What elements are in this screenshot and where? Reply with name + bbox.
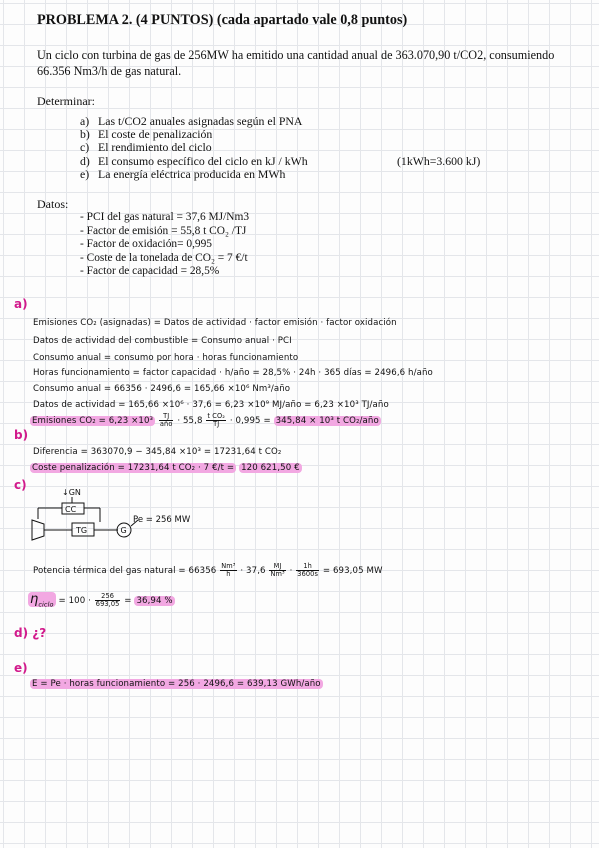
emisiones-highlight: Emisiones CO₂ = 6,23 ×10³ — [32, 416, 154, 426]
sol-c-line1: Potencia térmica del gas natural = 66356 $\frac{\text{Nm³}}{h}$ · 37,6 $\frac{MJ}{\text{Nm³}}$ · $\frac{1h}{3600s}$ = 693,05 MW — [33, 562, 383, 578]
turbine-label: TG — [76, 526, 88, 535]
question-c: c) El rendimiento del ciclo — [80, 140, 212, 155]
result-a-highlight: 345,84 × 10³ t CO₂/año — [275, 416, 379, 426]
fraction-mj-nm3: $\frac{MJ}{\text{Nm³}}$ — [270, 562, 285, 578]
sol-a-line1: Emisiones CO₂ (asignadas) = Datos de actividad · factor emisión · factor oxidación — [33, 318, 397, 328]
section-b-label: b) — [14, 428, 29, 442]
fraction-tj-ano: $\frac{TJ}{\text{año}}$ — [159, 412, 173, 428]
fraction-nm3-h: $\frac{\text{Nm³}}{h}$ — [221, 562, 236, 578]
datos-label: Datos: — [37, 197, 69, 211]
sol-b-line1: Diferencia = 363070,9 − 345,84 ×10³ = 17231,64 t CO₂ — [33, 447, 282, 457]
problem-intro: Un ciclo con turbina de gas de 256MW ha emitido una cantidad anual de 363.070,90 t/CO2, consumiendo 66.356 Nm3/h de gas natural. — [37, 48, 555, 78]
problem-title: PROBLEMA 2. (4 PUNTOS) (cada apartado vale 0,8 puntos) — [37, 12, 408, 28]
fraction-tco2-tj: $\frac{\text{t CO₂}}{TJ}$ — [207, 412, 225, 428]
section-a-label: a) — [14, 297, 28, 311]
question-list — [80, 115, 308, 181]
sol-e-line1 — [30, 679, 323, 689]
question-e: e) La energía eléctrica producida en MWh — [80, 166, 286, 181]
fraction-efficiency: $\frac{256}{693,05}$ — [95, 592, 120, 608]
compressor-shape — [32, 520, 44, 540]
sol-a-line5: Consumo anual = 66356 · 2496,6 = 165,66 ×10⁶ Nm³/año — [33, 384, 291, 394]
section-e-label: e) — [14, 661, 28, 675]
section-c-label: c) — [14, 478, 27, 492]
fraction-h-s: $\frac{1h}{3600s}$ — [297, 562, 318, 578]
coste-highlight: Coste penalización = 17231,64 t CO₂ · 7 €/t = — [32, 463, 235, 473]
result-e-highlight: E = Pe · horas funcionamiento = 256 · 2496,6 = 639,13 GWh/año — [32, 679, 321, 689]
dato-capacidad: - Factor de capacidad = 28,5% — [80, 265, 220, 278]
section-d-label: d) ¿? — [14, 626, 47, 640]
question-d: d) El consumo específico del ciclo en kJ / kWh — [80, 153, 308, 168]
combustion-chamber-label: CC — [65, 505, 77, 514]
result-c-highlight: 36,94 % — [136, 596, 173, 606]
sol-a-line2: Datos de actividad del combustible = Consumo anual · PCI — [33, 336, 292, 346]
sol-a-line7: Emisiones CO₂ = 6,23 ×10³ $\frac{TJ}{\text{año}}$ · 55,8 $\frac{\text{t CO₂}}{TJ}$ · 0,995 = 345,84 × 10³ t CO₂/año — [32, 412, 379, 428]
determinar-label: Determinar: — [37, 94, 95, 108]
question-a: a) Las t/CO2 anuales asignadas según el PNA — [80, 114, 303, 128]
sol-c-efficiency: $\eta_{ciclo} = 100$ · $\frac{256}{693,05}$ = 36,94 % — [30, 592, 173, 609]
dato-coste: - Coste de la tonelada de CO₂ = 7 €/t — [80, 251, 248, 264]
datos-list — [80, 211, 249, 279]
generator-label: G — [120, 526, 127, 535]
dato-pci: - PCI del gas natural = 37,6 MJ/Nm3 — [80, 211, 250, 223]
result-b-highlight: 120 621,50 € — [241, 463, 300, 473]
sol-a-line3: Consumo anual = consumo por hora · horas funcionamiento — [33, 353, 299, 363]
dato-emision: - Factor de emisión = 55,8 t CO₂ /TJ — [80, 224, 247, 237]
sol-b-line2 — [30, 463, 302, 473]
question-b: b) El coste de penalización — [80, 127, 213, 142]
sol-a-line6: Datos de actividad = 165,66 ×10⁶ · 37,6 = 6,23 ×10⁹ MJ/año = 6,23 ×10³ TJ/año — [33, 400, 389, 410]
unit-conversion: (1kWh=3.600 kJ) — [397, 154, 481, 168]
power-output-label: Pe = 256 MW — [133, 515, 191, 525]
sol-a-line4: Horas funcionamiento = factor capacidad · h/año = 28,5% · 24h · 365 días = 2496,6 h/año — [33, 368, 433, 378]
fuel-input-label: ↓GN — [62, 488, 81, 497]
gas-turbine-diagram — [28, 484, 208, 546]
dato-oxidacion: - Factor de oxidación= 0,995 — [80, 238, 213, 251]
eta-symbol: $\eta_{ciclo}$ — [30, 592, 54, 609]
